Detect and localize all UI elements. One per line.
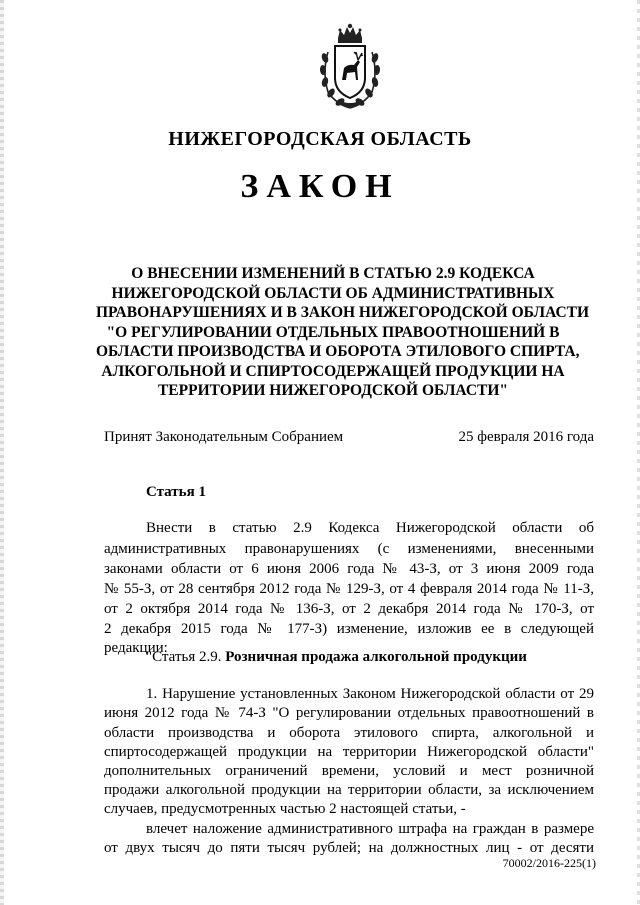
law-title-line: ТЕРРИТОРИИ НИЖЕГОРОДСКОЙ ОБЛАСТИ" [157,382,509,399]
paragraph-line: влечет наложение административного штрафа на граждан в размере [146,821,594,837]
paragraph-line: административных правонарушениях (с изменениями, внесенными [104,541,594,557]
paragraph-line: дополнительных ограничений времени, условий и мест розничной [104,763,594,779]
paragraph-line: от 2 октября 2014 года № 136-З, от 2 декабря 2014 года № 170-З, от [104,601,594,617]
law-title-line: О ВНЕСЕНИИ ИЗМЕНЕНИЙ В СТАТЬЮ 2.9 КОДЕКСА [131,265,535,282]
law-title-line: АЛКОГОЛЬНОЙ И СПИРТОСОДЕРЖАЩЕЙ ПРОДУКЦИИ НА [101,362,565,380]
paragraph-line: июня 2012 года № 74-З "О регулировании отдельных правоотношений в [104,705,594,721]
paragraph-line: случаев, предусмотренных частью 2 настоящей статьи, - [104,801,466,817]
paragraph-line: продажи алкогольной продукции на территории области, за исключением [104,782,594,798]
paragraph-line: редакции: [104,640,168,656]
coat-of-arms-icon [318,22,382,110]
quoted-article-prefix: "Статья 2.9. [146,649,226,665]
document-type: ЗАКОН [240,168,400,205]
region-name: НИЖЕГОРОДСКАЯ ОБЛАСТЬ [168,128,472,150]
paragraph-line: от двух тысяч до пяти тысяч рублей; на должностных лиц - от десяти [104,840,594,856]
law-title-line: "О РЕГУЛИРОВАНИИ ОТДЕЛЬНЫХ ПРАВООТНОШЕНИЙ В [106,323,560,341]
paragraph-line: области производства и оборота этилового спирта, алкогольной и [104,725,594,741]
law-title [96,264,590,401]
quoted-article-name: Розничная продажа алкогольной продукции [225,649,527,665]
paragraph-line: спиртосодержащей продукции на территории Нижегородской области" [104,744,594,760]
document-number: 70002/2016-225(1) [502,856,596,870]
paragraph-line: Внести в статью 2.9 Кодекса Нижегородской области об [146,520,594,536]
paragraph-line: № 55-З, от 28 сентября 2012 года № 129-З, от 4 февраля 2014 года № 11-З, [104,581,594,597]
adopted-by: Принят Законодательным Собранием [104,429,344,445]
adoption-line [104,429,594,446]
paragraph-line: законами области от 6 июня 2006 года № 43-З, от 3 июня 2009 года [104,561,594,577]
law-title-line: ОБЛАСТИ ПРОИЗВОДСТВА И ОБОРОТА ЭТИЛОВОГО СПИРТА, [96,343,580,360]
quoted-article-title [146,648,527,666]
law-title-line: ПРАВОНАРУШЕНИЯХ И В ЗАКОН НИЖЕГОРОДСКОЙ ОБЛАСТИ [96,304,590,321]
law-title-line: НИЖЕГОРОДСКОЙ ОБЛАСТИ ОБ АДМИНИСТРАТИВНЫХ [111,284,555,302]
article-heading: Статья 1 [146,484,206,500]
adoption-date: 25 февраля 2016 года [458,429,594,445]
paragraph-line: 2 декабря 2015 года № 177-З) изменение, изложив ее в следующей [104,621,594,637]
paragraph-line: 1. Нарушение установленных Законом Нижегородской области от 29 [146,686,594,702]
